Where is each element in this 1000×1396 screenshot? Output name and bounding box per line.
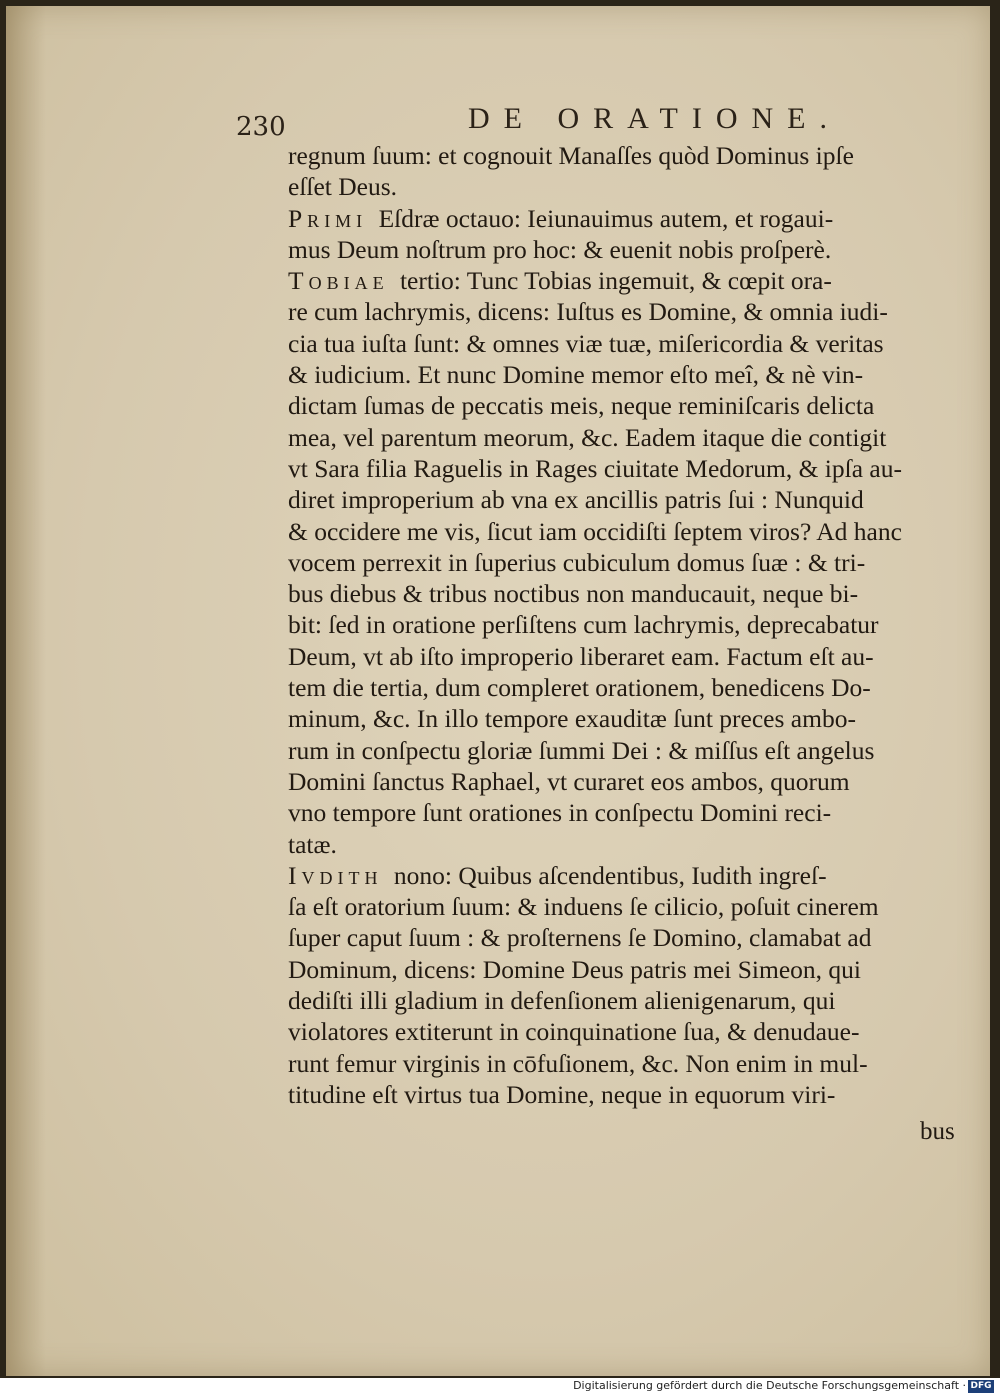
text-line	[288, 140, 968, 171]
line-text: minum, &c. In illo tempore exauditæ ſunt preces ambo-	[288, 704, 856, 734]
text-line	[288, 922, 968, 953]
line-text: Domini ſanctus Raphael, vt curaret eos ambos, quorum	[288, 766, 850, 796]
line-text: mea, vel parentum meorum, &c. Eadem itaque die contigit	[288, 422, 887, 452]
text-line	[288, 829, 968, 860]
page-number: 230	[236, 112, 286, 142]
text-line	[288, 265, 968, 296]
text-line	[288, 609, 968, 640]
text-line	[288, 578, 968, 609]
text-line	[288, 203, 968, 234]
text-line	[288, 453, 968, 484]
text-line	[288, 516, 968, 547]
text-line	[288, 171, 968, 202]
line-text: nono: Quibus aſcendentibus, Iudith ingreſ-	[393, 860, 827, 890]
line-text: mus Deum noſtrum pro hoc: & euenit nobis proſperè.	[288, 234, 832, 264]
text-line	[288, 328, 968, 359]
line-text: vocem perrexit in ſuperius cubiculum domus ſuæ : & tri-	[288, 547, 866, 577]
footer-bar	[0, 1378, 1000, 1396]
catchword: bus	[920, 1118, 955, 1145]
line-text: tatæ.	[288, 829, 337, 859]
text-line	[288, 296, 968, 327]
line-text: cia tua iuſta ſunt: & omnes viæ tuæ, miſericordia & veritas	[288, 328, 884, 358]
line-text: re cum lachrymis, dicens: Iuſtus es Domine, & omnia iudi-	[288, 297, 888, 327]
line-text: diret improperium ab vna ex ancillis patris ſui : Nunquid	[288, 485, 864, 515]
gutter-shadow	[6, 6, 46, 1376]
footer-credit: Digitalisierung gefördert durch die Deutsche Forschungsgemeinschaft ·	[573, 1379, 966, 1392]
text-line	[288, 954, 968, 985]
line-text: & occidere me vis, ſicut iam occidiſti ſeptem viros? Ad hanc	[288, 516, 902, 546]
text-line	[288, 766, 968, 797]
text-line	[288, 985, 968, 1016]
running-head: DE ORATIONE.	[468, 102, 841, 135]
dfg-logo: DFG	[968, 1380, 994, 1393]
text-line	[288, 703, 968, 734]
section-lead: Ivdith	[288, 860, 394, 890]
line-text: tem die tertia, dum compleret orationem, benedicens Do-	[288, 673, 871, 703]
text-line	[288, 797, 968, 828]
line-text: ſuper caput ſuum : & proſternens ſe Domino, clamabat ad	[288, 923, 872, 953]
line-text: Eſdræ octauo: Ieiunauimus autem, et rogaui-	[378, 203, 834, 233]
line-text: Dominum, dicens: Domine Deus patris mei Simeon, qui	[288, 954, 861, 984]
text-line	[288, 860, 968, 891]
text-line	[288, 672, 968, 703]
line-text: & iudicium. Et nunc Domine memor eſto meî, & nè vin-	[288, 360, 864, 390]
line-text: vno tempore ſunt orationes in conſpectu Domini reci-	[288, 798, 832, 828]
line-text: bus diebus & tribus noctibus non manducauit, neque bi-	[288, 579, 859, 609]
section-lead: Primi	[288, 203, 379, 233]
line-text: ſa eſt oratorium ſuum: & induens ſe cilicio, poſuit cinerem	[288, 892, 879, 922]
line-text: bit: ſed in oratione perſiſtens cum lachrymis, deprecabatur	[288, 610, 879, 640]
text-line	[288, 1016, 968, 1047]
text-line	[288, 484, 968, 515]
text-line	[288, 359, 968, 390]
line-text: rum in conſpectu gloriæ ſummi Dei : & miſſus eſt angelus	[288, 735, 875, 765]
text-line	[288, 547, 968, 578]
section-lead: Tobiae	[288, 266, 400, 296]
text-line	[288, 735, 968, 766]
line-text: titudine eſt virtus tua Domine, neque in equorum viri-	[288, 1079, 836, 1109]
line-text: runt femur virginis in cōfuſionem, &c. Non enim in mul-	[288, 1048, 868, 1078]
line-text: vt Sara filia Raguelis in Rages ciuitate Medorum, & ipſa au-	[288, 453, 902, 483]
line-text: dictam ſumas de peccatis meis, neque reminiſcaris delicta	[288, 391, 875, 421]
text-line	[288, 1048, 968, 1079]
body-text	[288, 140, 968, 1110]
text-line	[288, 422, 968, 453]
text-line	[288, 234, 968, 265]
line-text: eſſet Deus.	[288, 172, 398, 202]
text-line	[288, 1079, 968, 1110]
line-text: tertio: Tunc Tobias ingemuit, & cœpit ora-	[399, 266, 832, 296]
text-line	[288, 641, 968, 672]
text-line	[288, 891, 968, 922]
line-text: violatores extiterunt in coinquinatione ſua, & denudaue-	[288, 1017, 860, 1047]
text-line	[288, 390, 968, 421]
line-text: Deum, vt ab iſto improperio liberaret eam. Factum eſt au-	[288, 641, 874, 671]
line-text: dediſti illi gladium in defenſionem alienigenarum, qui	[288, 986, 836, 1016]
line-text: regnum ſuum: et cognouit Manaſſes quòd Dominus ipſe	[288, 141, 854, 170]
